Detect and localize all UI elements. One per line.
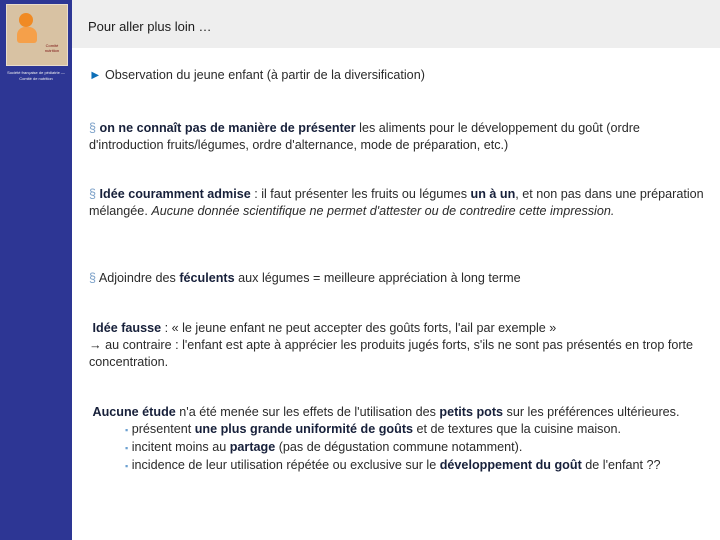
sub3-text-2: de l'enfant ?? (581, 458, 661, 472)
p4-text-1: : « le jeune enfant ne peut accepter des goûts forts, l'ail par exemple » (161, 321, 557, 335)
sidebar-caption: Société française de pédiatrie — Comité de nutrition (7, 70, 65, 81)
section-heading (89, 67, 709, 84)
paragraph-2 (89, 186, 709, 220)
triangle-bullet-icon: ► (89, 68, 102, 82)
p5-subitem-3 (89, 457, 709, 475)
p4-text-2: au contraire : l'enfant est apte à apprécier les produits jugés forts, s'ils ne sont pas présentés en trop forte concentration. (89, 338, 694, 369)
paragraph-5 (89, 404, 709, 475)
sub2-text-2: (pas de dégustation commune notamment). (275, 440, 523, 454)
sub1-text-2: et de textures que la cuisine maison. (413, 422, 621, 436)
p5-intro (89, 404, 709, 421)
p2-text-2: , et non pas dans une préparation mélangée. (89, 187, 704, 218)
square-bullet-icon: ▪ (125, 461, 129, 471)
p2-bold-2: un à un (470, 187, 516, 201)
p4-bold: Idée fausse (92, 321, 162, 335)
bullet-icon: § (89, 271, 97, 285)
p5-text-1: n'a été menée sur les effets de l'utilisation des (175, 405, 440, 419)
logo (6, 4, 68, 66)
p5-bold: Aucune étude (92, 405, 176, 419)
square-bullet-icon: ▪ (125, 443, 129, 453)
p1-bold: on ne connaît pas de manière de présenter (99, 121, 356, 135)
page-title: Pour aller plus loin … (88, 19, 212, 34)
p1-text: les aliments pour le développement du goût (ordre d'introduction fruits/légumes, ordre d'alternance, mode de préparation, etc.) (89, 121, 640, 152)
p5-subitem-2 (89, 439, 709, 457)
paragraph-1 (89, 120, 709, 154)
paragraph-3 (89, 270, 709, 287)
p5-subitem-1 (89, 421, 709, 439)
sub3-bold: développement du goût (439, 458, 582, 472)
p2-bold: Idée couramment admise (99, 187, 251, 201)
p3-text-1: Adjoindre des (96, 271, 180, 285)
logo-text: Comité nutrition (44, 43, 60, 53)
p3-bold: féculents (179, 271, 235, 285)
section-heading-text: Observation du jeune enfant (à partir de la diversification) (104, 68, 425, 82)
paragraph-4 (89, 320, 709, 371)
child-body-icon (17, 27, 37, 43)
p5-bold-2: petits pots (439, 405, 504, 419)
sidebar (0, 0, 72, 540)
bullet-icon: § (89, 187, 97, 201)
p4-line-1 (89, 320, 709, 337)
p5-text-2: sur les préférences ultérieures. (503, 405, 680, 419)
p3-text-2: aux légumes = meilleure appréciation à long terme (234, 271, 521, 285)
sub1-bold: une plus grande uniformité de goûts (194, 422, 414, 436)
square-bullet-icon: ▪ (125, 425, 129, 435)
p2-text-1: : il faut présenter les fruits ou légumes (250, 187, 471, 201)
p2-italic: Aucune donnée scientifique ne permet d'attester ou de contredire cette impression. (151, 204, 615, 218)
sub3-text-1: incidence de leur utilisation répétée ou exclusive sur le (128, 458, 440, 472)
bullet-icon: § (89, 121, 97, 135)
sub1-text-1: présentent (128, 422, 195, 436)
p4-line-2 (89, 337, 709, 371)
sub2-text-1: incitent moins au (128, 440, 230, 454)
sub2-bold: partage (229, 440, 276, 454)
right-arrow-icon: → (89, 338, 102, 352)
child-figure-icon (19, 13, 33, 27)
